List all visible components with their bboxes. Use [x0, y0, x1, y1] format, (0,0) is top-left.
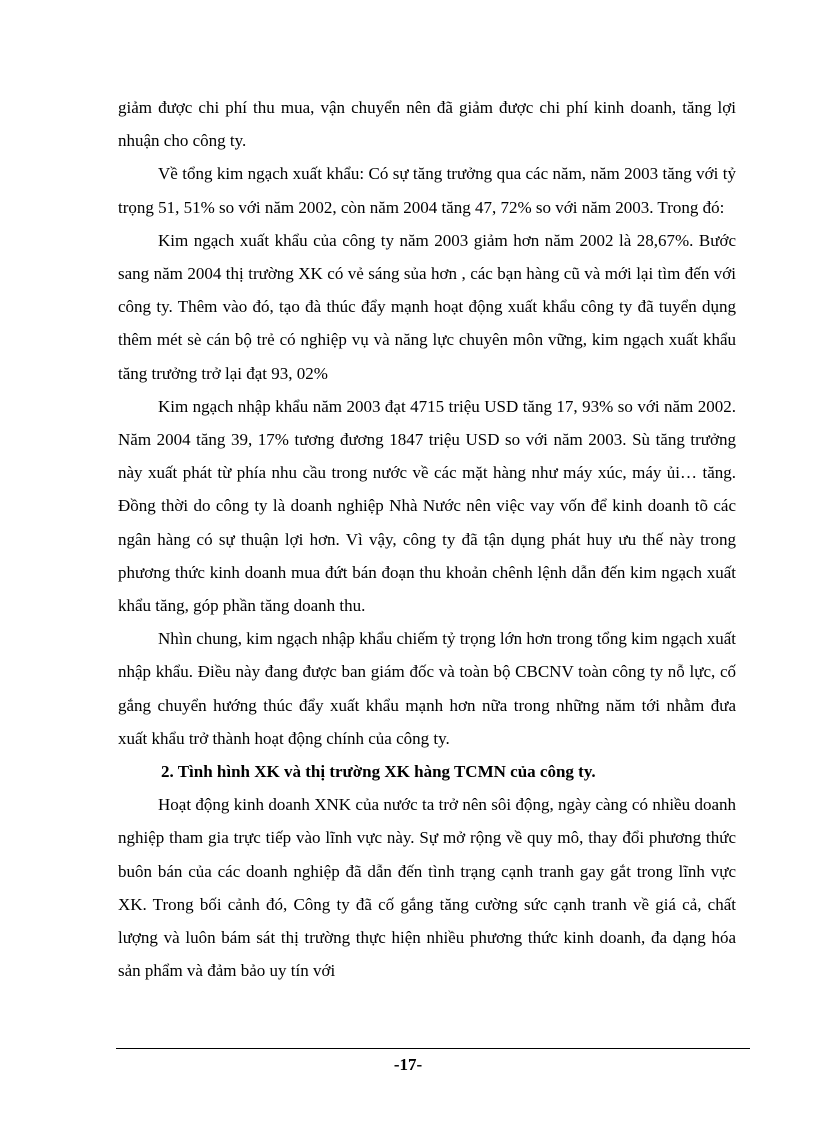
body-text [118, 91, 736, 987]
paragraph-import-turnover: Kim ngạch nhập khẩu năm 2003 đạt 4715 triệu USD tăng 17, 93% so với năm 2002. Năm 2004 tăng 39, 17% tương đương 1847 triệu USD so với năm 2003. Sù tăng trưởng này xuất phát từ phía nhu cầu trong nước về các mặt hàng như máy xúc, máy ủi… tăng. Đồng thời do công ty là doanh nghiệp Nhà Nước nên việc vay vốn để kinh doanh tõ các ngân hàng có sự thuận lợi hơn. Vì vậy, công ty đã tận dụng phát huy ưu thế này trong phương thức kinh doanh mua đứt bán đoạn thu khoản chênh lệnh dẫn đến kim ngạch xuất khẩu tăng, góp phần tăng doanh thu. [118, 396, 736, 616]
paragraph-export-company: Kim ngạch xuất khẩu của công ty năm 2003 giảm hơn năm 2002 là 28,67%. Bước sang năm 2004 thị trường XK có vẻ sáng sủa hơn , các bạn hàng cũ và mới lại tìm đến với công ty. Thêm vào đó, tạo đà thúc đẩy mạnh hoạt động xuất khẩu công ty đã tuyển dụng thêm mét sè cán bộ trẻ có nghiệp vụ và năng lực chuyên môn vững, kim ngạch xuất khẩu tăng trưởng trở lại đạt 93, 02% [118, 230, 736, 383]
section-heading: 2. Tình hình XK và thị trường XK hàng TCMN của công ty. [161, 762, 596, 782]
paragraph-continuation: giảm được chi phí thu mua, vận chuyển nên đã giảm được chi phí kinh doanh, tăng lợi nhuận cho công ty. [118, 98, 736, 151]
paragraph-summary: Nhìn chung, kim ngạch nhập khẩu chiếm tỷ trọng lớn hơn trong tổng kim ngạch xuất nhập khẩu. Điều này đang được ban giám đốc và toàn bộ CBCNV toàn công ty nỗ lực, cố gắng chuyển hướng thúc đẩy xuất khẩu mạnh hơn nữa trong những năm tới nhằm đưa xuất khẩu trở thành hoạt động chính của công ty. [118, 629, 736, 748]
paragraph-export-turnover: Về tổng kim ngạch xuất khẩu: Có sự tăng trưởng qua các năm, năm 2003 tăng với tỷ trọng 51, 51% so với năm 2002, còn năm 2004 tăng 47, 72% so với năm 2003. Trong đó: [118, 164, 736, 217]
footer-divider [116, 1048, 750, 1049]
paragraph-market-context: Hoạt động kinh doanh XNK của nước ta trở nên sôi động, ngày càng có nhiều doanh nghiệp tham gia trực tiếp vào lĩnh vực này. Sự mở rộng về quy mô, thay đổi phương thức buôn bán của các doanh nghiệp đã dẫn đến tình trạng cạnh tranh gay gắt trong lĩnh vực XK. Trong bối cảnh đó, Công ty đã cố gắng tăng cường sức cạnh tranh về giá cả, chất lượng và luôn bám sát thị trường thực hiện nhiều phương thức kinh doanh, đa dạng hóa sản phẩm và đảm bảo uy tín với [118, 795, 736, 981]
page-number: -17- [393, 1055, 423, 1074]
